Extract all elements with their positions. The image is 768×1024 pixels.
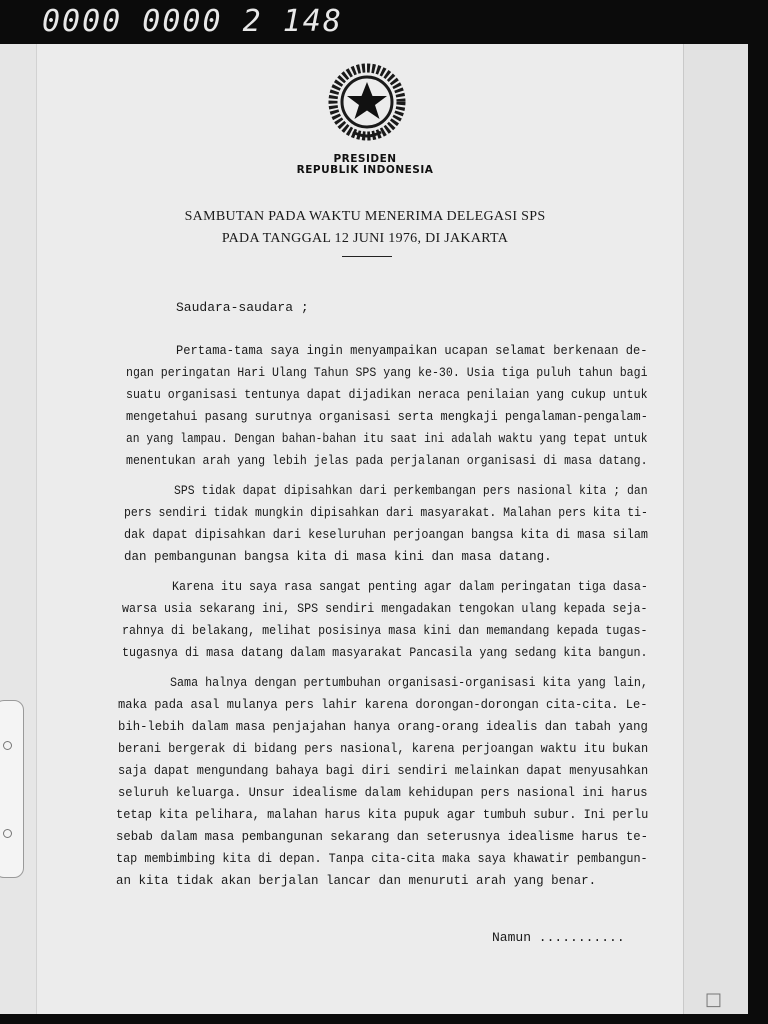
corner-mark-icon: □ xyxy=(704,989,722,1010)
speech-title-line-2: PADA TANGGAL 12 JUNI 1976, DI JAKARTA xyxy=(221,231,509,246)
body-line: dak dapat dipisahkan dari keseluruhan perjoangan bangsa kita di masa silam xyxy=(124,528,649,542)
body-line: tap membimbing kita di depan. Tanpa cita-cita maka saya khawatir pembangun- xyxy=(116,852,648,866)
film-frame-counter: 0000 0000 2 148 xyxy=(42,4,343,39)
letterhead-line-2: REPUBLIK INDONESIA xyxy=(296,164,434,176)
body-line: seluruh keluarga. Unsur idealisme dalam kehidupan pers nasional ini harus xyxy=(118,786,648,800)
letterhead-line-1: PRESIDEN xyxy=(333,153,397,165)
body-line: dan pembangunan bangsa kita di masa kini dan masa datang. xyxy=(124,550,552,564)
speech-body xyxy=(0,44,748,1014)
body-line: sebab dalam masa pembangunan sekarang dan seterusnya idealisme harus te- xyxy=(116,830,648,844)
body-line: an yang lampau. Dengan bahan-bahan itu saat ini adalah waktu yang tepat untuk xyxy=(126,432,648,446)
body-line: tetap kita pelihara, malahan harus kita pupuk agar tumbuh subur. Ini perlu xyxy=(116,808,649,822)
body-line: mengetahui pasang surutnya organisasi serta mengkaji pengalaman-pengalam- xyxy=(126,410,648,424)
body-line: ngan peringatan Hari Ulang Tahun SPS yang ke-30. Usia tiga puluh tahun bagi xyxy=(126,366,648,380)
body-line: suatu organisasi tentunya dapat dijadikan neraca penilaian yang cukup untuk xyxy=(126,388,648,402)
body-line: rahnya di belakang, melihat posisinya masa kini dan memandang kepada tugas- xyxy=(122,624,648,638)
body-line: warsa usia sekarang ini, SPS sendiri mengadakan tengokan ulang kepada seja- xyxy=(122,602,648,616)
page-continuation: Namun ........... xyxy=(492,930,625,945)
body-line: an kita tidak akan berjalan lancar dan menuruti arah yang benar. xyxy=(116,874,597,888)
body-line: pers sendiri tidak mungkin dipisahkan dari masyarakat. Malahan pers kita ti- xyxy=(124,506,648,520)
body-line: bih-lebih dalam masa penjajahan hanya orang-orang idealis dan tabah yang xyxy=(118,720,648,734)
body-line: berani bergerak di bidang pers nasional, karena perjoangan waktu itu bukan xyxy=(118,742,649,756)
body-line: menentukan arah yang lebih jelas pada perjalanan organisasi di masa datang. xyxy=(126,454,648,468)
speech-title-line-1: SAMBUTAN PADA WAKTU MENERIMA DELEGASI SPS xyxy=(184,209,546,224)
body-line: Sama halnya dengan pertumbuhan organisasi-organisasi kita yang lain, xyxy=(170,676,648,690)
body-line: Karena itu saya rasa sangat penting agar dalam peringatan tiga dasa- xyxy=(172,580,648,594)
document-page xyxy=(0,44,748,1014)
body-line: maka pada asal mulanya pers lahir karena dorongan-dorongan cita-cita. Le- xyxy=(118,698,648,712)
body-line: SPS tidak dapat dipisahkan dari perkembangan pers nasional kita ; dan xyxy=(174,484,648,498)
body-line: Pertama-tama saya ingin menyampaikan ucapan selamat berkenaan de- xyxy=(176,344,648,358)
salutation: Saudara-saudara ; xyxy=(176,300,309,315)
body-line: tugasnya di masa datang dalam masyarakat Pancasila yang sedang kita bangun. xyxy=(122,646,648,660)
body-line: saja dapat mengundang bahaya bagi diri sendiri melainkan dapat menyusahkan xyxy=(118,764,649,778)
